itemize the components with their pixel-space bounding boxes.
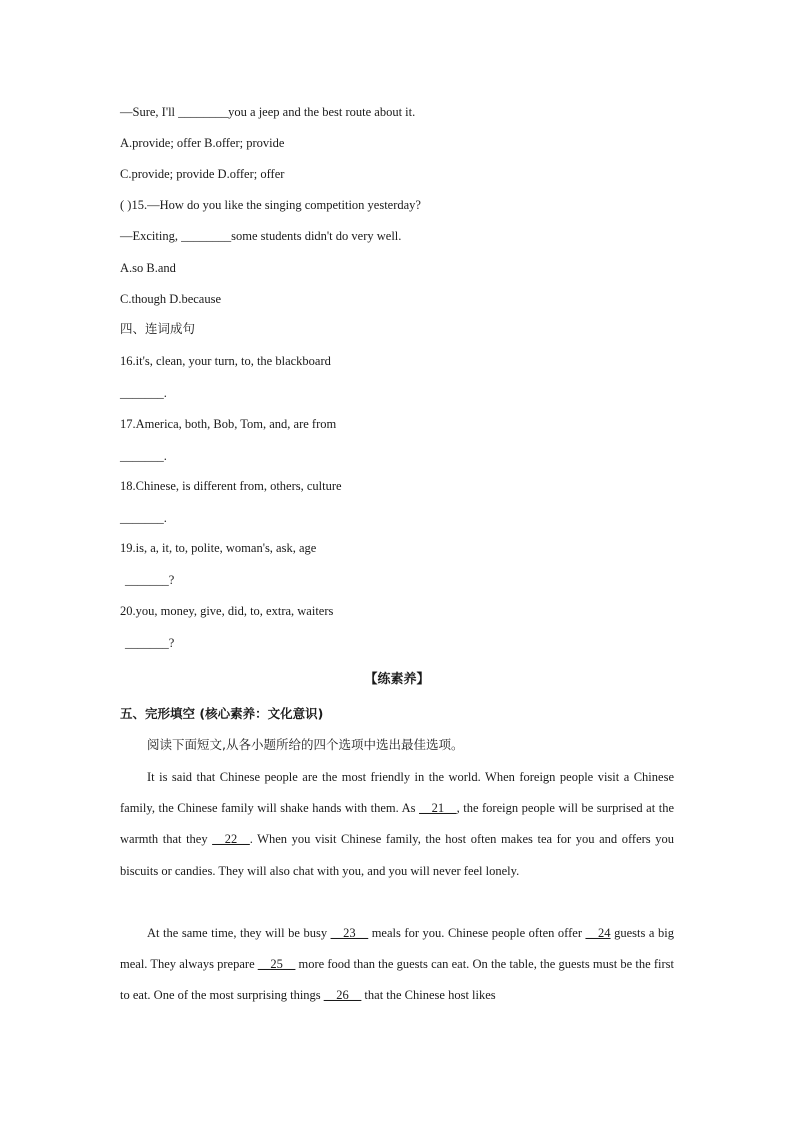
passage-text: that the Chinese host likes: [361, 988, 496, 1003]
blank-24: __24: [585, 926, 611, 940]
question-15-options-cd: C.though D.because: [120, 292, 222, 306]
question-20-words: 20.you, money, give, did, to, extra, waiters: [120, 604, 334, 618]
question-20-answer-blank: _______?: [125, 636, 175, 650]
passage-text: It is said that Chinese people are the most friendly in the world. When foreign people visit a Chinese family, the Chinese family will shake hands with them. As: [120, 770, 674, 816]
blank-22: __22__: [212, 832, 250, 847]
question-18-words: 18.Chinese, is different from, others, culture: [120, 479, 342, 493]
question-15-prompt: ( )15.—How do you like the singing competition yesterday?: [120, 198, 421, 212]
practice-section-title: 【练素养】: [364, 672, 430, 687]
passage-paragraph-2: [120, 918, 674, 1012]
question-19-words: 19.is, a, it, to, polite, woman's, ask, age: [120, 541, 317, 555]
question-15-options-ab: A.so B.and: [120, 261, 176, 275]
blank-21: __21__: [419, 801, 457, 816]
passage-text: , the foreign people will be surprised at the warmth that they: [120, 801, 674, 847]
passage-text: At the same time, they will be busy: [147, 926, 331, 940]
passage-text: . When you visit Chinese family, the host often makes tea for you and offers you biscuits or candies. They will also chat with you, and you will never feel lonely.: [120, 832, 674, 878]
question-18-answer-blank: _______.: [120, 511, 167, 525]
question-14-options-cd: C.provide; provide D.offer; offer: [120, 167, 285, 181]
question-16-answer-blank: _______.: [120, 386, 167, 400]
question-17-words: 17.America, both, Bob, Tom, and, are from: [120, 417, 337, 431]
passage-text: guests a big meal. They always prepare: [120, 926, 674, 972]
section-4-heading: 四、连词成句: [120, 321, 196, 336]
question-14-options-ab: A.provide; offer B.offer; provide: [120, 136, 285, 150]
blank-26: __26__: [323, 988, 362, 1003]
question-19-answer-blank: _______?: [125, 573, 175, 587]
question-16-words: 16.it's, clean, your turn, to, the blackboard: [120, 354, 331, 368]
passage-text: more food than the guests can eat. On the table, the guests must be the first to eat. One of the most surprising things: [120, 957, 674, 1003]
passage-paragraph-1: [120, 762, 674, 887]
passage-text: meals for you. Chinese people often offer: [368, 926, 586, 940]
question-15-response: —Exciting, ________some students didn't do very well.: [120, 229, 402, 243]
cloze-instruction: 阅读下面短文,从各小题所给的四个选项中选出最佳选项。: [147, 737, 464, 752]
blank-23: __23__: [330, 926, 369, 940]
question-17-answer-blank: _______.: [120, 449, 167, 463]
question-14-response: —Sure, I'll ________you a jeep and the best route about it.: [120, 105, 416, 119]
blank-25: __25__: [257, 957, 296, 972]
section-5-heading: 五、完形填空 (核心素养：文化意识): [120, 706, 324, 721]
